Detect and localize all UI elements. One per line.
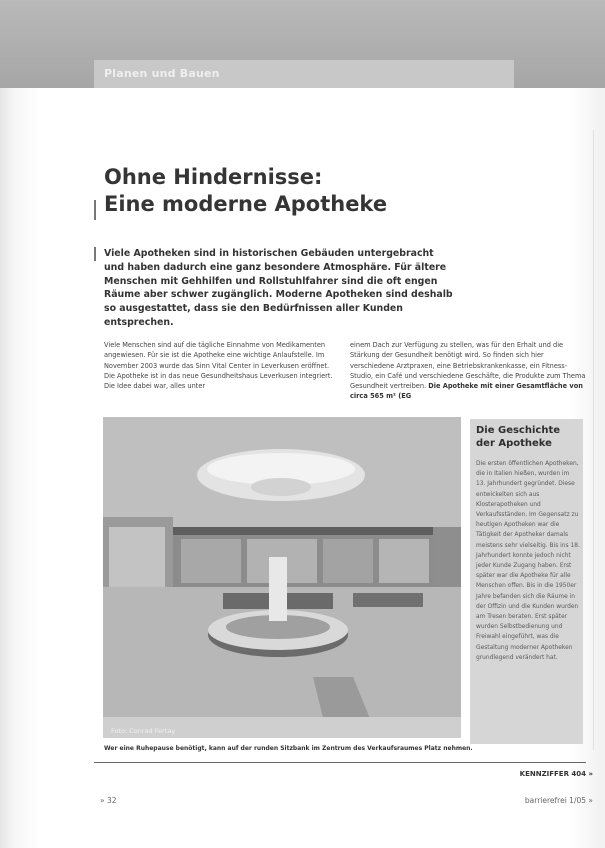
photo-credit: Foto: Conrad Fertay (111, 727, 176, 735)
footer-rule (94, 762, 586, 763)
sidebar-title-line-1: Die Geschichte (476, 425, 561, 436)
article-title-line-1: Ohne Hindernisse: (104, 165, 323, 189)
article-title-line-2: Eine moderne Apotheke (104, 192, 388, 216)
page-number: » 32 (100, 796, 117, 805)
right-margin-rule (593, 130, 594, 750)
lead-accent-bar (94, 247, 96, 261)
issue-label: barrierefrei 1/05 » (524, 796, 593, 805)
pharmacy-photo (103, 417, 461, 738)
header-band (0, 0, 605, 88)
article-title (104, 164, 387, 218)
body-column-2-last-line: Die Apotheke mit einer Gesamtfläche von circa 565 m² (EG (350, 382, 583, 401)
photo-caption: Wer eine Ruhepause benötigt, kann auf der runden Sitzbank im Zentrum des Verkaufsraumes Platz nehmen. (104, 745, 473, 752)
sidebar-title-line-2: der Apotheke (476, 437, 552, 449)
body-column-1: Viele Menschen sind auf die tägliche Einnahme von Medikamenten angewiesen. Für sie ist die Apotheke eine wichtige Anlaufstelle. Im November 2003 wurde das Sinn Vital Center in Leverkusen eröffnet. Die Apotheke ist in das neue Gesundheitshaus Leverkusen integriert. Die Idee dabei war, alles unter (104, 341, 333, 391)
sidebar-text: Die ersten öffentlichen Apotheken, die in Italien hießen, wurden im 13. Jahrhundert gegründet. Diese entwickelten sich aus Klosterapotheken und Verkaufsständen. Im Gegensatz zu heutigen Apotheken war die Tätigkeit der Apotheker damals meistens sehr vielseitig. Bis ins 18. Jahrhundert konnte jedoch nicht jeder Kunde Zugang haben. Erst später war die Apotheke für alle Menschen offen. Bis in die 1950er Jahre befanden sich die Räume in der Offizin und die Kunden wurden am Tresen beraten. Erst später wurden Selbstbedienung und Freiwahl eingeführt, was die Gestaltung moderner Apotheken grundlegend verändert hat. (476, 461, 580, 661)
pharmacy-interior-illustration (103, 417, 461, 738)
kennziffer-label: KENNZIFFER 404 » (519, 770, 593, 778)
body-column-2 (350, 340, 588, 402)
sidebar-title (476, 425, 560, 450)
body-column-2-text: einem Dach zur Verfügung zu stellen, was für den Erhalt und die Stärkung der Gesundheit benötigt wird. So finden sich hier verschiedene Arztpraxen, eine Betriebskrankenkasse, ein Fitness-Studio, ein Café und verschiedene Geschäfte, die Produkte zum Thema Gesundheit vertreiben. (350, 341, 586, 391)
title-accent-bar (94, 200, 96, 220)
lead-paragraph: Viele Apotheken sind in historischen Gebäuden untergebracht und haben dadurch eine ganz besondere Atmosphäre. Für ältere Menschen mit Gehhilfen und Rollstuhlfahrer sind die oft engen Räume aber schwer zugänglich. Moderne Apotheken sind deshalb so ausgestattet, dass sie den Bedürfnissen aller Kunden entsprechen. (104, 248, 453, 328)
section-label: Planen und Bauen (104, 67, 220, 80)
